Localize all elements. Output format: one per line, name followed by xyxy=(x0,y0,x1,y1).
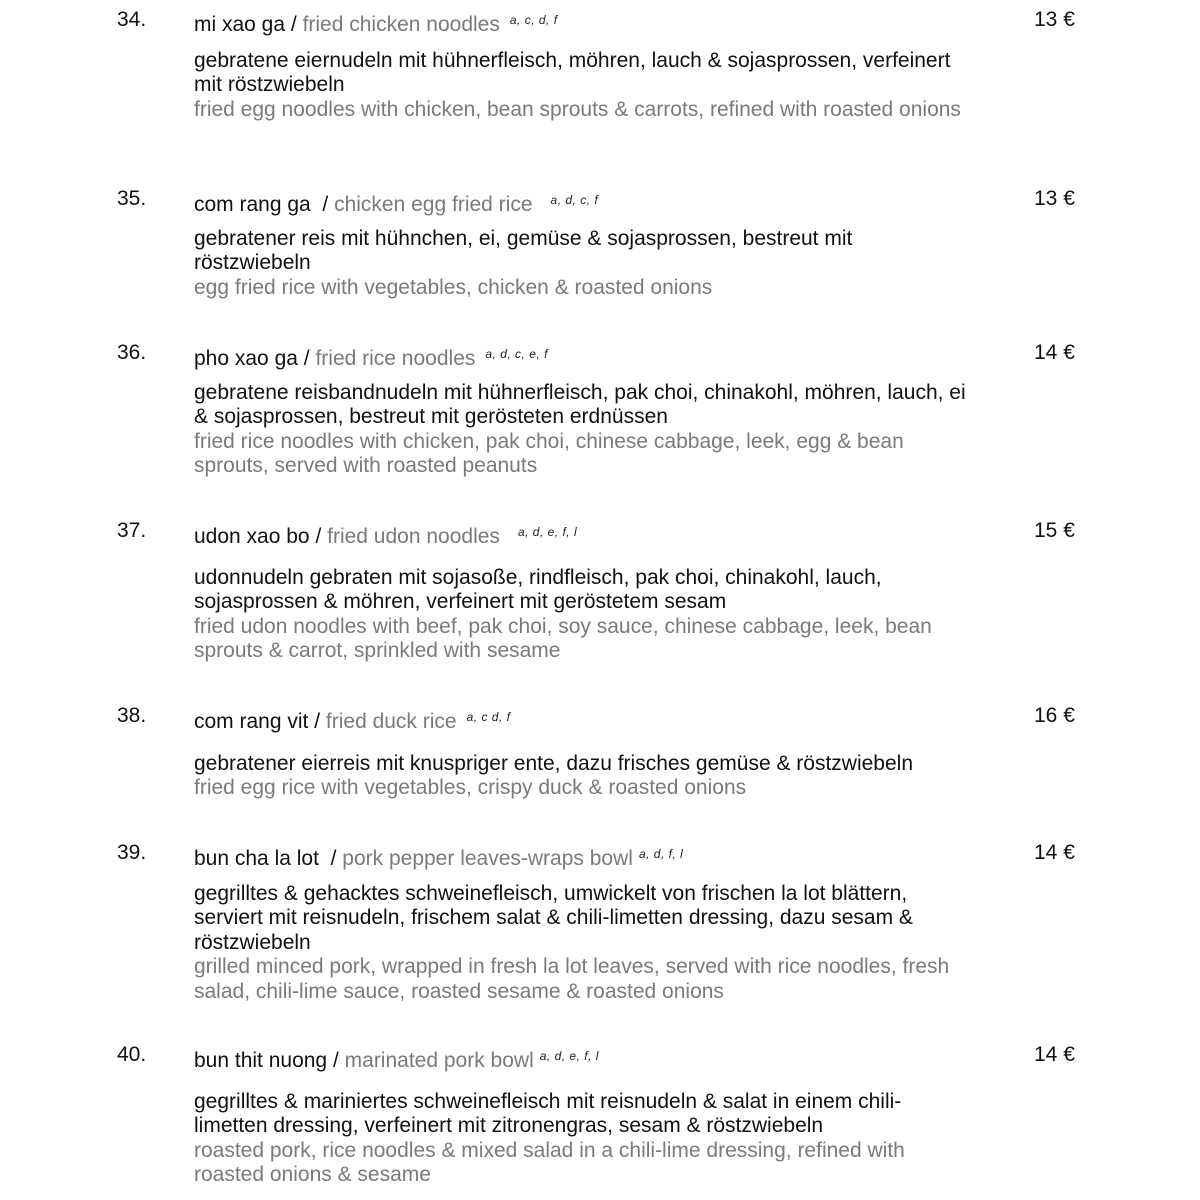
description-english: fried egg noodles with chicken, bean sprouts & carrots, refined with roasted onions xyxy=(194,97,961,121)
item-separator: / xyxy=(309,525,328,548)
item-separator: / xyxy=(285,13,303,36)
item-description xyxy=(194,752,969,801)
item-heading xyxy=(194,8,558,37)
item-english-name: fried chicken noodles xyxy=(302,13,500,36)
item-separator: / xyxy=(318,847,343,870)
item-description xyxy=(194,882,969,1004)
item-heading xyxy=(194,188,598,217)
item-allergens: a, d, c, f xyxy=(550,193,599,207)
description-english: fried rice noodles with chicken, pak choi, chinese cabbage, leek, egg & bean sprouts, served with roasted peanuts xyxy=(194,429,904,478)
item-name: mi xao ga xyxy=(194,13,286,36)
description-german: udonnudeln gebraten mit sojasoße, rindfleisch, pak choi, chinakohl, lauch, sojasprossen & möhren, verfeinert mit geröstetem sesam xyxy=(194,566,882,614)
item-description xyxy=(194,1090,969,1188)
item-number: 37. xyxy=(117,519,147,542)
item-price: 15 € xyxy=(1034,519,1075,542)
item-english-name: fried duck rice xyxy=(325,710,457,733)
item-heading xyxy=(194,1044,599,1073)
item-separator: / xyxy=(308,710,326,733)
item-price: 13 € xyxy=(1034,187,1075,210)
item-name: bun cha la lot xyxy=(194,847,319,870)
description-english: egg fried rice with vegetables, chicken & roasted onions xyxy=(194,275,713,299)
item-allergens: a, d, f, l xyxy=(638,847,684,861)
item-heading xyxy=(194,705,510,734)
item-separator: / xyxy=(297,347,316,370)
item-price: 14 € xyxy=(1034,341,1075,364)
description-german: gebratene reisbandnudeln mit hühnerfleisch, pak choi, chinakohl, möhren, lauch, ei & sojasprossen, bestreut mit gerösteten erdnüssen xyxy=(194,381,966,429)
item-name: com rang ga xyxy=(194,193,311,216)
description-german: gegrilltes & mariniertes schweinefleisch mit reisnudeln & salat in einem chili-limetten dressing, verfeinert mit zitronengras, sesam & röstzwiebeln xyxy=(194,1090,902,1138)
item-separator: / xyxy=(310,193,335,216)
item-number: 40. xyxy=(117,1043,147,1066)
item-separator: / xyxy=(327,1049,345,1072)
item-allergens: a, c, d, f xyxy=(509,13,558,27)
item-description xyxy=(194,227,969,300)
description-english: grilled minced pork, wrapped in fresh la lot leaves, served with rice noodles, fresh salad, chili-lime sauce, roasted sesame & roasted onions xyxy=(194,955,950,1003)
item-english-name: fried rice noodles xyxy=(315,347,476,370)
item-price: 14 € xyxy=(1034,841,1075,864)
description-english: roasted pork, rice noodles & mixed salad in a chili-lime dressing, refined with roasted onions & sesame xyxy=(194,1138,905,1187)
item-allergens: a, d, c, e, f xyxy=(485,347,548,361)
item-name: udon xao bo xyxy=(194,525,310,548)
item-number: 35. xyxy=(117,187,147,210)
description-german: gegrilltes & gehacktes schweinefleisch, umwickelt von frischen la lot blättern, serviert mit reisnudeln, frischem salat & chili-limetten dressing, dazu sesam & röstzwiebeln xyxy=(194,882,913,954)
item-number: 38. xyxy=(117,704,147,727)
item-description xyxy=(194,566,969,664)
item-number: 39. xyxy=(117,841,147,864)
item-heading xyxy=(194,842,683,871)
item-allergens: a, d, e, f, l xyxy=(539,1049,599,1063)
item-english-name: pork pepper leaves-wraps bowl xyxy=(342,847,633,870)
item-heading xyxy=(194,520,577,549)
item-price: 14 € xyxy=(1034,1043,1075,1066)
description-english: fried udon noodles with beef, pak choi, soy sauce, chinese cabbage, leek, bean sprouts & carrot, sprinkled with sesame xyxy=(194,614,932,663)
item-english-name: fried udon noodles xyxy=(327,525,500,548)
item-english-name: chicken egg fried rice xyxy=(334,193,533,216)
description-german: gebratener reis mit hühnchen, ei, gemüse & sojasprossen, bestreut mit röstzwiebeln xyxy=(194,227,853,275)
description-english: fried egg rice with vegetables, crispy duck & roasted onions xyxy=(194,776,747,800)
item-name: pho xao ga xyxy=(194,347,298,370)
item-name: com rang vit xyxy=(194,710,309,733)
item-allergens: a, d, e, f, l xyxy=(517,525,578,539)
item-heading xyxy=(194,342,548,371)
item-english-name: marinated pork bowl xyxy=(344,1049,534,1072)
description-german: gebratene eiernudeln mit hühnerfleisch, möhren, lauch & sojasprossen, verfeinert mit röstzwiebeln xyxy=(194,49,951,97)
description-german: gebratener eierreis mit knuspriger ente, dazu frisches gemüse & röstzwiebeln xyxy=(194,752,914,775)
item-description xyxy=(194,49,969,122)
item-number: 36. xyxy=(117,341,147,364)
item-name: bun thit nuong xyxy=(194,1049,328,1072)
item-price: 16 € xyxy=(1034,704,1075,727)
item-description xyxy=(194,381,969,479)
item-number: 34. xyxy=(117,8,147,31)
item-price: 13 € xyxy=(1034,8,1075,31)
item-allergens: a, c d, f xyxy=(466,710,511,724)
